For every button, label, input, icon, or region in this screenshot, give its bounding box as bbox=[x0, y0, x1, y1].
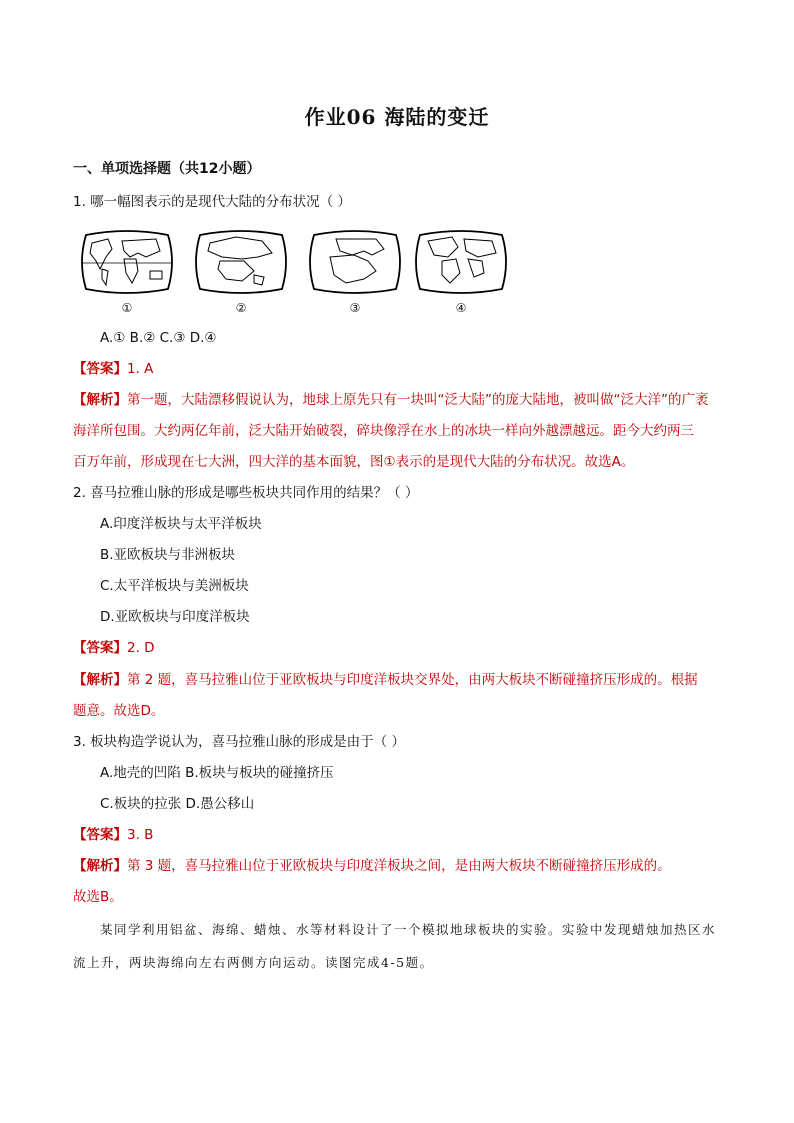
question-1-analysis-line-2: 海洋所包围。大约两亿年前，泛大陆开始破裂，碎块像浮在水上的冰块一样向外越漂越远。距今大约两三 bbox=[73, 423, 694, 439]
page-title: 作业06 海陆的变迁 bbox=[304, 105, 490, 129]
question-3-analysis-line-1: 【解析】第 3 题，喜马拉雅山位于亚欧板块与印度洋板块之间，是由两大板块不断碰撞挤压形成的。 bbox=[73, 858, 671, 874]
answer-value: 1. A bbox=[127, 361, 154, 377]
map-3-label: ③ bbox=[349, 301, 361, 315]
question-2-option-d: D.亚欧板块与印度洋板块 bbox=[100, 609, 250, 625]
question-1-analysis-line-3: 百万年前，形成现在七大洲，四大洋的基本面貌，图①表示的是现代大陆的分布状况。故选A。 bbox=[73, 454, 635, 470]
analysis-tag: 【解析】 bbox=[73, 392, 127, 408]
question-3-stem: 3. 板块构造学说认为，喜马拉雅山脉的形成是由于（ ） bbox=[73, 734, 405, 750]
question-1-stem: 1. 哪一幅图表示的是现代大陆的分布状况（ ） bbox=[73, 194, 351, 210]
map-4-label: ④ bbox=[455, 301, 467, 315]
world-maps-figure bbox=[78, 227, 518, 317]
passage-line-2: 流上升，两块海绵向左右两侧方向运动。读图完成4-5题。 bbox=[73, 955, 434, 970]
question-3-options-row-2: C.板块的拉张 D.愚公移山 bbox=[100, 796, 255, 812]
question-2-option-c: C.太平洋板块与美洲板块 bbox=[100, 578, 249, 594]
answer-tag: 【答案】 bbox=[73, 361, 127, 377]
question-2-stem: 2. 喜马拉雅山脉的形成是哪些板块共同作用的结果？（ ） bbox=[73, 485, 419, 501]
world-map-2 bbox=[192, 227, 290, 315]
map-1-label: ① bbox=[121, 301, 133, 315]
question-1-analysis-line-1: 【解析】第一题，大陆漂移假说认为，地球上原先只有一块叫“泛大陆”的庞大陆地，被叫做“泛大洋”的广袤 bbox=[73, 392, 709, 408]
world-map-3 bbox=[306, 227, 404, 315]
passage-line-1: 某同学利用铝盆、海绵、蜡烛、水等材料设计了一个模拟地球板块的实验。实验中发现蜡烛加热区水 bbox=[100, 922, 717, 937]
world-map-1 bbox=[78, 227, 176, 315]
question-3-options-row-1: A.地壳的凹陷 B.板块与板块的碰撞挤压 bbox=[100, 765, 334, 781]
question-1-answer bbox=[73, 359, 153, 379]
question-2-answer: 【答案】2. D bbox=[73, 640, 155, 656]
question-3-analysis-line-2: 故选B。 bbox=[73, 889, 123, 905]
map-2-label: ② bbox=[235, 301, 247, 315]
question-2-option-b: B.亚欧板块与非洲板块 bbox=[100, 547, 236, 563]
world-map-4 bbox=[412, 227, 510, 315]
question-2-analysis-line-1: 【解析】第 2 题，喜马拉雅山位于亚欧板块与印度洋板块交界处，由两大板块不断碰撞挤压形成的。根据 bbox=[73, 672, 698, 688]
section-heading: 一、单项选择题（共12小题） bbox=[73, 161, 261, 177]
question-2-analysis-line-2: 题意。故选D。 bbox=[73, 703, 165, 719]
question-2-option-a: A.印度洋板块与太平洋板块 bbox=[100, 516, 262, 532]
question-3-answer: 【答案】3. B bbox=[73, 827, 154, 843]
question-1-options: A.① B.② C.③ D.④ bbox=[100, 330, 217, 346]
